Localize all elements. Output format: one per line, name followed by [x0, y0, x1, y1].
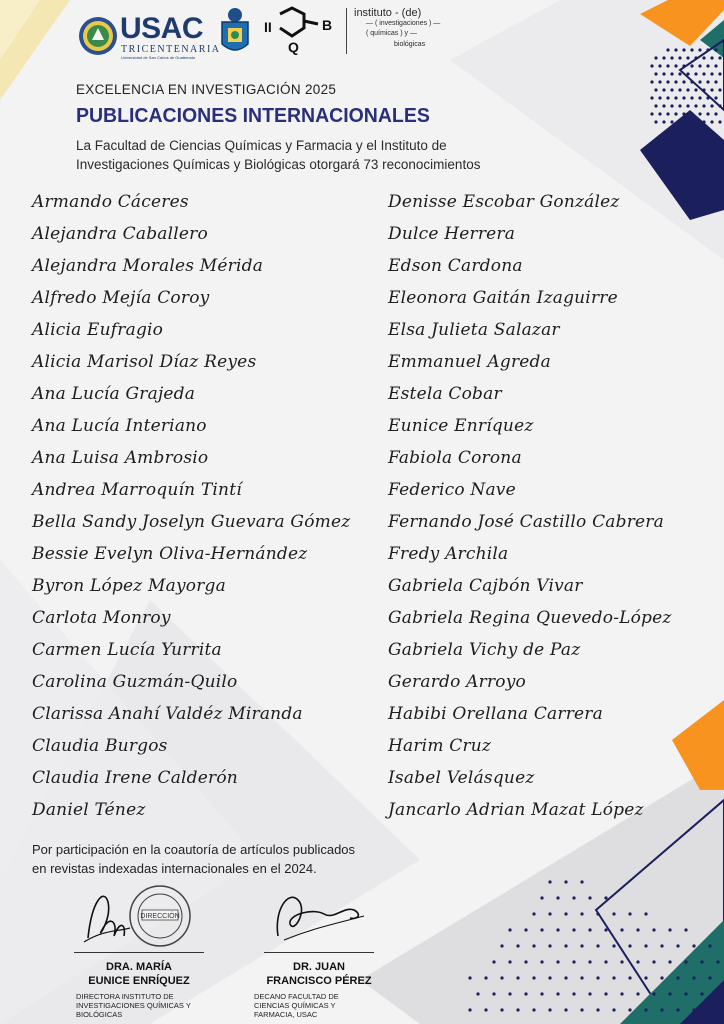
decor-dot — [698, 112, 701, 115]
decor-dot — [702, 88, 705, 91]
names-column-right — [388, 186, 718, 826]
decor-dot — [636, 960, 639, 963]
decor-dot — [684, 928, 687, 931]
signatory-name-line-1: DR. JUAN — [293, 961, 345, 973]
awardee-name: Bella Sandy Joselyn Guevara Gómez — [32, 512, 351, 532]
awardee-name: Jancarlo Adrian Mazat López — [388, 800, 644, 820]
awardee-name: Byron López Mayorga — [32, 576, 226, 596]
decor-dot — [596, 976, 599, 979]
decor-dot — [652, 992, 655, 995]
awardee-name: Carmen Lucía Yurrita — [32, 640, 222, 660]
decor-dot — [666, 96, 669, 99]
decor-dot — [670, 56, 673, 59]
decor-dot — [684, 960, 687, 963]
decor-dot — [516, 976, 519, 979]
decor-dot — [556, 960, 559, 963]
decor-dot — [666, 112, 669, 115]
decor-dot — [666, 80, 669, 83]
decor-dot — [700, 992, 703, 995]
decor-dot — [588, 960, 591, 963]
decor-dot — [718, 120, 721, 123]
page-title: PUBLICACIONES INTERNACIONALES — [76, 104, 430, 127]
signatory-role — [76, 992, 191, 1019]
institute-wordmark — [354, 8, 440, 50]
decor-dot — [678, 104, 681, 107]
decor-dot — [710, 104, 713, 107]
decor-dot — [572, 960, 575, 963]
decor-dot — [694, 88, 697, 91]
decor-dot — [674, 48, 677, 51]
decor-dot — [508, 992, 511, 995]
decor-dot — [702, 72, 705, 75]
decor-dot — [710, 56, 713, 59]
eyebrow-heading: EXCELENCIA EN INVESTIGACIÓN 2025 — [76, 82, 337, 97]
awardee-name: Elsa Julieta Salazar — [388, 320, 560, 340]
decor-dot — [660, 944, 663, 947]
decor-dot — [556, 928, 559, 931]
decor-dot — [588, 896, 591, 899]
signatory-name — [74, 960, 204, 988]
institute-line-2: — ( investigaciones ) — — [366, 19, 441, 27]
decor-dot — [620, 960, 623, 963]
decor-dot — [468, 1008, 471, 1011]
awardee-name: Eunice Enríquez — [388, 416, 534, 436]
decor-dot — [644, 1008, 647, 1011]
awardee-name: Alejandra Morales Mérida — [32, 256, 264, 276]
awardee-name: Fredy Archila — [388, 544, 509, 564]
decor-dot — [698, 64, 701, 67]
decor-dot — [686, 88, 689, 91]
decor-dot — [694, 56, 697, 59]
decor-dot — [652, 928, 655, 931]
decor-dot — [612, 944, 615, 947]
decor-dot — [628, 944, 631, 947]
decor-dot — [678, 88, 681, 91]
decor-dot — [468, 976, 471, 979]
awardee-name: Ana Luisa Ambrosio — [32, 448, 209, 468]
awardee-name: Carolina Guzmán-Quilo — [32, 672, 238, 692]
decor-dot — [718, 72, 721, 75]
decor-dot — [654, 88, 657, 91]
institute-line-3: ( químicas ) y — — [366, 30, 417, 37]
decor-dot — [682, 64, 685, 67]
decor-dot — [702, 104, 705, 107]
decor-dot — [682, 80, 685, 83]
decor-dot — [702, 56, 705, 59]
decor-dot — [628, 976, 631, 979]
decor-dot — [548, 1008, 551, 1011]
decor-dot — [492, 992, 495, 995]
decor-dot — [636, 928, 639, 931]
awardee-name: Dulce Herrera — [388, 224, 516, 244]
decor-dot — [694, 104, 697, 107]
decor-dot — [524, 928, 527, 931]
decor-dot — [572, 896, 575, 899]
decor-dot — [564, 944, 567, 947]
decor-dot — [588, 928, 591, 931]
decor-dot — [508, 960, 511, 963]
decor-dot — [532, 976, 535, 979]
decor-dot — [500, 976, 503, 979]
decor-dot — [596, 912, 599, 915]
decor-dot — [596, 1008, 599, 1011]
decor-dot — [698, 80, 701, 83]
decor-dot — [668, 960, 671, 963]
decor-dot — [710, 88, 713, 91]
decor-dot — [690, 96, 693, 99]
decor-dot — [686, 120, 689, 123]
decor-dot — [708, 944, 711, 947]
decor-dot — [714, 80, 717, 83]
decor-dot — [580, 976, 583, 979]
decor-dot — [706, 48, 709, 51]
decor-dot — [540, 992, 543, 995]
usac-seal-icon — [78, 16, 118, 56]
decor-dot — [690, 80, 693, 83]
decor-dot — [654, 104, 657, 107]
molecule-label-q: Q — [288, 39, 299, 55]
awardee-name: Carlota Monroy — [32, 608, 171, 628]
decor-dot — [678, 72, 681, 75]
decor-dot — [484, 1008, 487, 1011]
description — [76, 136, 536, 174]
awardee-name: Alejandra Caballero — [32, 224, 208, 244]
decor-dot — [540, 928, 543, 931]
decor-dot — [698, 96, 701, 99]
institute-divider — [346, 8, 347, 54]
decor-dot — [692, 1008, 695, 1011]
decor-dot — [714, 48, 717, 51]
decor-dot — [662, 120, 665, 123]
decor-dot — [508, 928, 511, 931]
decor-dot — [650, 80, 653, 83]
decor-dot — [674, 96, 677, 99]
stamp-direccion: DIRECCIÓN — [140, 913, 180, 920]
decor-dot — [532, 1008, 535, 1011]
decor-dot — [718, 88, 721, 91]
decor-dot — [714, 112, 717, 115]
decor-dot — [564, 976, 567, 979]
decor-dot — [706, 80, 709, 83]
awardee-name: Clarissa Anahí Valdéz Miranda — [32, 704, 303, 724]
header-logos — [74, 4, 454, 62]
decor-dot — [690, 48, 693, 51]
awardee-name: Fabiola Corona — [388, 448, 522, 468]
decor-dot — [706, 96, 709, 99]
awardee-name: Daniel Ténez — [32, 800, 146, 820]
decor-dot — [612, 1008, 615, 1011]
decor-dot — [500, 944, 503, 947]
decor-dot — [662, 56, 665, 59]
decor-dot — [540, 960, 543, 963]
decor-dot — [516, 944, 519, 947]
awardee-name: Habibi Orellana Carrera — [388, 704, 603, 724]
decor-dot — [548, 880, 551, 883]
decor-dot — [540, 896, 543, 899]
decor-dot — [682, 96, 685, 99]
decor-dot — [682, 112, 685, 115]
decor-dot — [556, 896, 559, 899]
decor-dot — [676, 944, 679, 947]
signature — [254, 880, 434, 950]
decor-dot — [644, 912, 647, 915]
decor-dot — [532, 944, 535, 947]
decor-dot — [710, 72, 713, 75]
decor-dot — [714, 96, 717, 99]
decor-dot — [718, 104, 721, 107]
decor-dot — [500, 1008, 503, 1011]
decor-dot — [668, 928, 671, 931]
awardee-name: Ana Lucía Grajeda — [32, 384, 196, 404]
decor-dot — [692, 976, 695, 979]
decor-dot — [564, 1008, 567, 1011]
decor-dot — [636, 992, 639, 995]
faculty-crest-icon — [218, 6, 252, 58]
decor-dot — [660, 1008, 663, 1011]
decor-dot — [706, 112, 709, 115]
decor-dot — [686, 72, 689, 75]
decor-dot — [604, 960, 607, 963]
decor-dot — [548, 976, 551, 979]
signatory-role-line-1: DIRECTORA INSTITUTO DE — [76, 992, 174, 1001]
decor-dot — [660, 976, 663, 979]
institute-line-1: instituto - (de) — [354, 7, 422, 19]
decor-dot — [628, 1008, 631, 1011]
signatory-role-line-1: DECANO FACULTAD DE — [254, 992, 339, 1001]
awardee-name: Bessie Evelyn Oliva-Hernández — [32, 544, 308, 564]
decor-dot — [658, 64, 661, 67]
awardee-name: Gerardo Arroyo — [388, 672, 526, 692]
awardee-name: Armando Cáceres — [32, 192, 189, 212]
awardee-name: Alfredo Mejía Coroy — [32, 288, 210, 308]
names-column-left — [32, 186, 362, 826]
signatory-role-line-2: CIENCIAS QUÍMICAS Y — [254, 1001, 336, 1010]
molecule-label-ii: II — [264, 19, 272, 35]
decor-dot — [650, 112, 653, 115]
usac-wordmark: USAC — [120, 12, 204, 45]
signatory-name — [254, 960, 384, 988]
decor-dot — [580, 944, 583, 947]
decor-dot — [718, 56, 721, 59]
decor-dot — [670, 120, 673, 123]
decor-dot — [716, 960, 719, 963]
description-line-2: Investigaciones Químicas y Biológicas otorgará 73 reconocimientos — [76, 157, 481, 172]
awardee-name: Ana Lucía Interiano — [32, 416, 207, 436]
decor-dot — [612, 976, 615, 979]
molecule-label-b: B — [322, 17, 333, 33]
awardee-name: Gabriela Regina Quevedo-López — [388, 608, 672, 628]
decor-dot — [644, 976, 647, 979]
decor-dot — [686, 56, 689, 59]
decor-dot — [674, 64, 677, 67]
decor-dot — [690, 112, 693, 115]
decor-dot — [650, 64, 653, 67]
decor-dot — [706, 64, 709, 67]
decor-dot — [674, 112, 677, 115]
signature-and-stamp — [74, 880, 254, 950]
decor-dot — [658, 96, 661, 99]
decor-dot — [658, 80, 661, 83]
decor-dot — [678, 120, 681, 123]
decor-dot — [710, 120, 713, 123]
signatory-name-line-2: FRANCISCO PÉREZ — [266, 975, 372, 987]
signatory-name-line-2: EUNICE ENRÍQUEZ — [88, 975, 190, 987]
decor-dot — [670, 104, 673, 107]
awardee-name: Estela Cobar — [388, 384, 502, 404]
decor-dot — [588, 992, 591, 995]
decor-dot — [580, 880, 583, 883]
decor-dot — [708, 976, 711, 979]
awardee-name: Fernando José Castillo Cabrera — [388, 512, 664, 532]
decor-dot — [548, 944, 551, 947]
decor-dot — [670, 72, 673, 75]
decor-dot — [484, 976, 487, 979]
decor-dot — [686, 104, 689, 107]
decor-dot — [662, 88, 665, 91]
decor-dot — [678, 56, 681, 59]
decor-dot — [564, 880, 567, 883]
decor-dot — [694, 120, 697, 123]
decor-dot — [676, 1008, 679, 1011]
decor-dot — [580, 1008, 583, 1011]
awardee-name: Federico Nave — [388, 480, 516, 500]
decor-dot — [716, 992, 719, 995]
institute-line-4: biológicas — [394, 40, 426, 48]
decor-dot — [676, 976, 679, 979]
decor-dot — [684, 992, 687, 995]
decor-dot — [700, 960, 703, 963]
awardee-name: Claudia Burgos — [32, 736, 168, 756]
decor-dot — [644, 944, 647, 947]
signatory-role-line-3: BIOLÓGICAS — [76, 1010, 123, 1019]
decor-dot — [524, 992, 527, 995]
awardee-name: Alicia Marisol Díaz Reyes — [32, 352, 257, 372]
decor-dot — [516, 1008, 519, 1011]
usac-university-name: Universidad de San Carlos de Guatemala — [121, 55, 195, 60]
usac-tricentenaria: TRICENTENARIA — [121, 44, 221, 55]
signature-line — [264, 952, 374, 953]
decor-dot — [604, 896, 607, 899]
decor-dot — [652, 960, 655, 963]
decor-dot — [666, 64, 669, 67]
decor-dot — [524, 960, 527, 963]
decor-dot — [708, 1008, 711, 1011]
decor-dot — [476, 992, 479, 995]
decor-dot — [692, 944, 695, 947]
decor-dot — [580, 912, 583, 915]
decor-dot — [620, 992, 623, 995]
decor-dot — [690, 64, 693, 67]
decor-dot — [654, 56, 657, 59]
decor-dot — [654, 120, 657, 123]
decor-dot — [670, 88, 673, 91]
decor-dot — [604, 992, 607, 995]
decor-dot — [596, 944, 599, 947]
signatory-role-line-3: FARMACIA, USAC — [254, 1010, 318, 1019]
awardee-name: Eleonora Gaitán Izaguirre — [388, 288, 618, 308]
decor-dot — [548, 912, 551, 915]
decor-dot — [714, 64, 717, 67]
signatory-role — [254, 992, 339, 1019]
decor-dot — [668, 992, 671, 995]
signature-line — [74, 952, 204, 953]
signatory-role-line-2: INVESTIGACIONES QUÍMICAS Y — [76, 1001, 191, 1010]
decor-dot — [698, 48, 701, 51]
decor-dot — [674, 80, 677, 83]
decor-dot — [662, 104, 665, 107]
decor-dot — [612, 912, 615, 915]
decor-dot — [572, 928, 575, 931]
awardee-name: Emmanuel Agreda — [388, 352, 551, 372]
awardee-name: Isabel Velásquez — [388, 768, 535, 788]
awardee-name: Alicia Eufragio — [32, 320, 164, 340]
decor-dot — [628, 912, 631, 915]
decor-dot — [604, 928, 607, 931]
awardee-name: Gabriela Cajbón Vivar — [388, 576, 583, 596]
footer-line-2: en revistas indexadas internacionales en el 2024. — [32, 861, 317, 876]
decor-dot — [572, 992, 575, 995]
decor-dot — [658, 112, 661, 115]
decor-dot — [556, 992, 559, 995]
awardee-name: Gabriela Vichy de Paz — [388, 640, 581, 660]
awardee-name: Claudia Irene Calderón — [32, 768, 238, 788]
decor-dot — [620, 928, 623, 931]
description-line-1: La Facultad de Ciencias Químicas y Farmacia y el Instituto de — [76, 138, 447, 153]
decor-dot — [694, 72, 697, 75]
awardee-name: Denisse Escobar González — [388, 192, 620, 212]
decor-dot — [666, 48, 669, 51]
awardee-name: Edson Cardona — [388, 256, 523, 276]
decor-dot — [492, 960, 495, 963]
decor-dot — [564, 912, 567, 915]
iiqb-molecule-logo — [262, 6, 342, 58]
awardee-name: Harim Cruz — [388, 736, 492, 756]
decor-dot — [662, 72, 665, 75]
footer-line-1: Por participación en la coautoría de artículos publicados — [32, 842, 356, 857]
signatory-name-line-1: DRA. MARÍA — [106, 961, 172, 973]
decor-dot — [702, 120, 705, 123]
decor-dot — [682, 48, 685, 51]
decor-dot — [654, 72, 657, 75]
decor-dot — [532, 912, 535, 915]
awardee-name: Andrea Marroquín Tintí — [32, 480, 242, 500]
decor-dot — [650, 96, 653, 99]
footer-note — [32, 840, 355, 878]
